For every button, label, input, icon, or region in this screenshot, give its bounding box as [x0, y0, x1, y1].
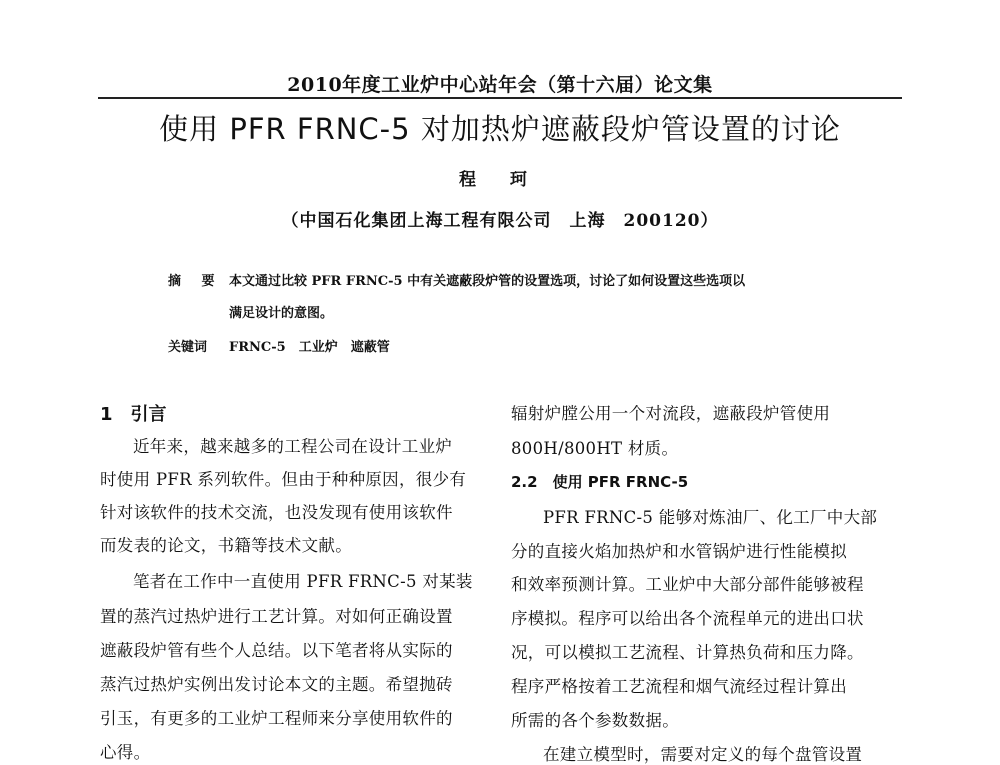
body-line: 笔者在工作中一直使用 PFR FRNC-5 对某装 [133, 572, 473, 591]
body-line: PFR FRNC-5 能够对炼油厂、化工厂中大部 [543, 508, 878, 527]
body-line: 所需的各个参数数据。 [511, 711, 679, 730]
body-line: 况，可以模拟工艺流程、计算热负荷和压力降。 [511, 643, 864, 662]
body-line: 辐射炉膛公用一个对流段，遮蔽段炉管使用 [511, 404, 831, 423]
paper-title: 使用 PFR FRNC-5 对加热炉遮蔽段炉管设置的讨论 [159, 112, 841, 146]
body-line: 时使用 PFR 系列软件。但由于种种原因，很少有 [100, 470, 467, 489]
author-affiliation: （中国石化集团上海工程有限公司 上海 200120） [281, 211, 719, 231]
abstract-line: 本文通过比较 PFR FRNC-5 中有关遮蔽段炉管的设置选项，讨论了如何设置这些选项以 [229, 274, 746, 289]
body-line: 置的蒸汽过热炉进行工艺计算。对如何正确设置 [100, 607, 453, 626]
body-line: 遮蔽段炉管有些个人总结。以下笔者将从实际的 [100, 641, 453, 660]
abstract-label: 摘 要 [168, 274, 223, 289]
body-line: 而发表的论文，书籍等技术文献。 [100, 536, 352, 555]
body-line: 序模拟。程序可以给出各个流程单元的进出口状 [511, 609, 864, 628]
running-header: 2010年度工业炉中心站年会（第十六届）论文集 [287, 74, 713, 96]
body-line: 在建立模型时，需要对定义的每个盘管设置 [543, 745, 863, 764]
keywords-text: FRNC-5 工业炉 遮蔽管 [229, 340, 390, 355]
abstract-line: 满足设计的意图。 [229, 306, 334, 321]
body-line: 分的直接火焰加热炉和水管锅炉进行性能模拟 [511, 542, 847, 561]
body-line: 程序严格按着工艺流程和烟气流经过程计算出 [511, 677, 847, 696]
keywords-label: 关键词 [168, 340, 208, 355]
body-line: 蒸汽过热炉实例出发讨论本文的主题。希望抛砖 [100, 675, 453, 694]
section-heading: 1 引言 [100, 404, 167, 425]
body-line: 近年来，越来越多的工程公司在设计工业炉 [133, 437, 453, 456]
body-line: 和效率预测计算。工业炉中大部分部件能够被程 [511, 575, 864, 594]
header-rule [98, 97, 902, 99]
body-line: 心得。 [100, 743, 151, 762]
body-line: 800H/800HT 材质。 [511, 439, 679, 458]
subsection-heading: 2.2 使用 PFR FRNC-5 [511, 473, 689, 491]
body-line: 引玉，有更多的工业炉工程师来分享使用软件的 [100, 709, 453, 728]
author-name: 程 珂 [459, 170, 541, 190]
body-line: 针对该软件的技术交流，也没发现有使用该软件 [100, 503, 453, 522]
